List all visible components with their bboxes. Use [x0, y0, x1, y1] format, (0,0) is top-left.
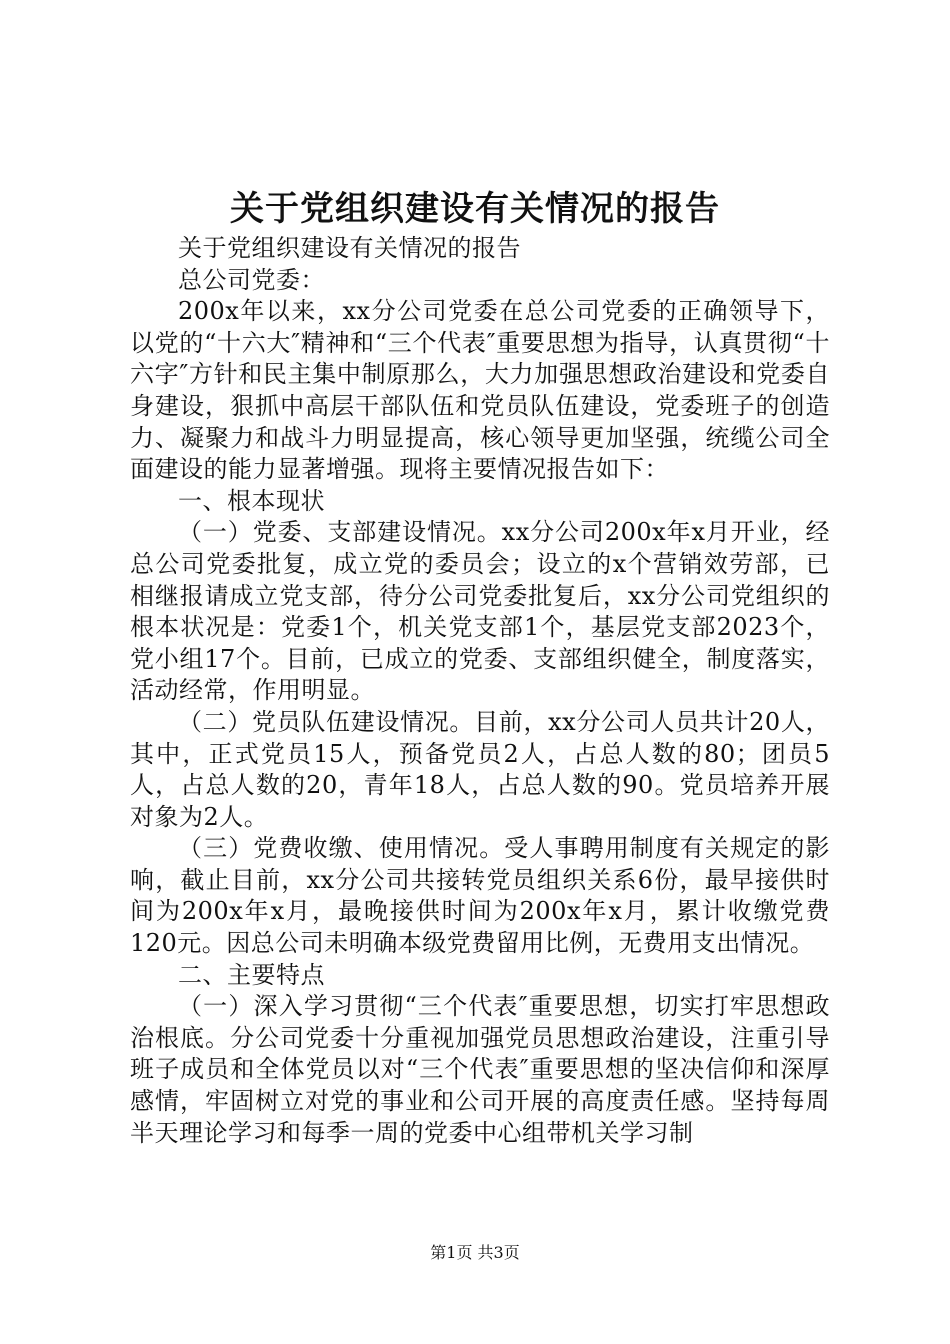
section-heading-1: 一、根本现状 — [178, 486, 325, 515]
body-paragraph: （一）深入学习贯彻“三个代表″重要思想，切实打牢思想政治根底。分公司党委十分重视加强党员思想政治建设，注重引导班子成员和全体党员以对“三个代表″重要思想的坚决信仰和深厚感情，牢固树立对党的事业和公司开展的高度责任感。坚持每周半天理论学习和每季一周的党委中心组带机关学习制 — [130, 992, 830, 1147]
subtitle-paragraph: 关于党组织建设有关情况的报告 — [178, 234, 521, 262]
intro-paragraph: 200x年以来，xx分公司党委在总公司党委的正确领导下，以党的“十六大″精神和“三个代表″重要思想为指导，认真贯彻“十六字″方针和民主集中制原那么，大力加强思想政治建设和党委自身建设，狠抓中高层干部队伍和党员队伍建设，党委班子的创造力、凝聚力和战斗力明显提高，核心领导更加坚强，统缆公司全面建设的能力显著增强。现将主要情况报告如下： — [130, 297, 830, 484]
body-paragraph: （二）党员队伍建设情况。目前，xx分公司人员共计20人，其中，正式党员15人，预备党员2人，占总人数的80；团员5人，占总人数的20，青年18人，占总人数的90。党员培养开展对象为2人。 — [130, 707, 830, 831]
document-body — [130, 233, 830, 1149]
salutation-paragraph: 总公司党委： — [178, 265, 325, 294]
body-paragraph: （三）党费收缴、使用情况。受人事聘用制度有关规定的影响，截止目前，xx分公司共接转党员组织关系6份，最早接供时间为200x年x月，最晚接供时间为200x年x月，累计收缴党费120元。因总公司未明确本级党费留用比例，无费用支出情况。 — [130, 834, 830, 958]
document-title: 关于党组织建设有关情况的报告 — [230, 189, 720, 229]
page-number-footer: 第1页 共3页 — [430, 1243, 520, 1262]
section-heading-2: 二、主要特点 — [178, 960, 325, 989]
body-paragraph: （一）党委、支部建设情况。xx分公司200x年x月开业，经总公司党委批复，成立党的委员会；设立的x个营销效劳部，已相继报请成立党支部，待分公司党委批复后，xx分公司党组织的根本状况是：党委1个，机关党支部1个，基层党支部2023个，党小组17个。目前，已成立的党委、支部组织健全，制度落实，活动经常，作用明显。 — [130, 518, 830, 705]
